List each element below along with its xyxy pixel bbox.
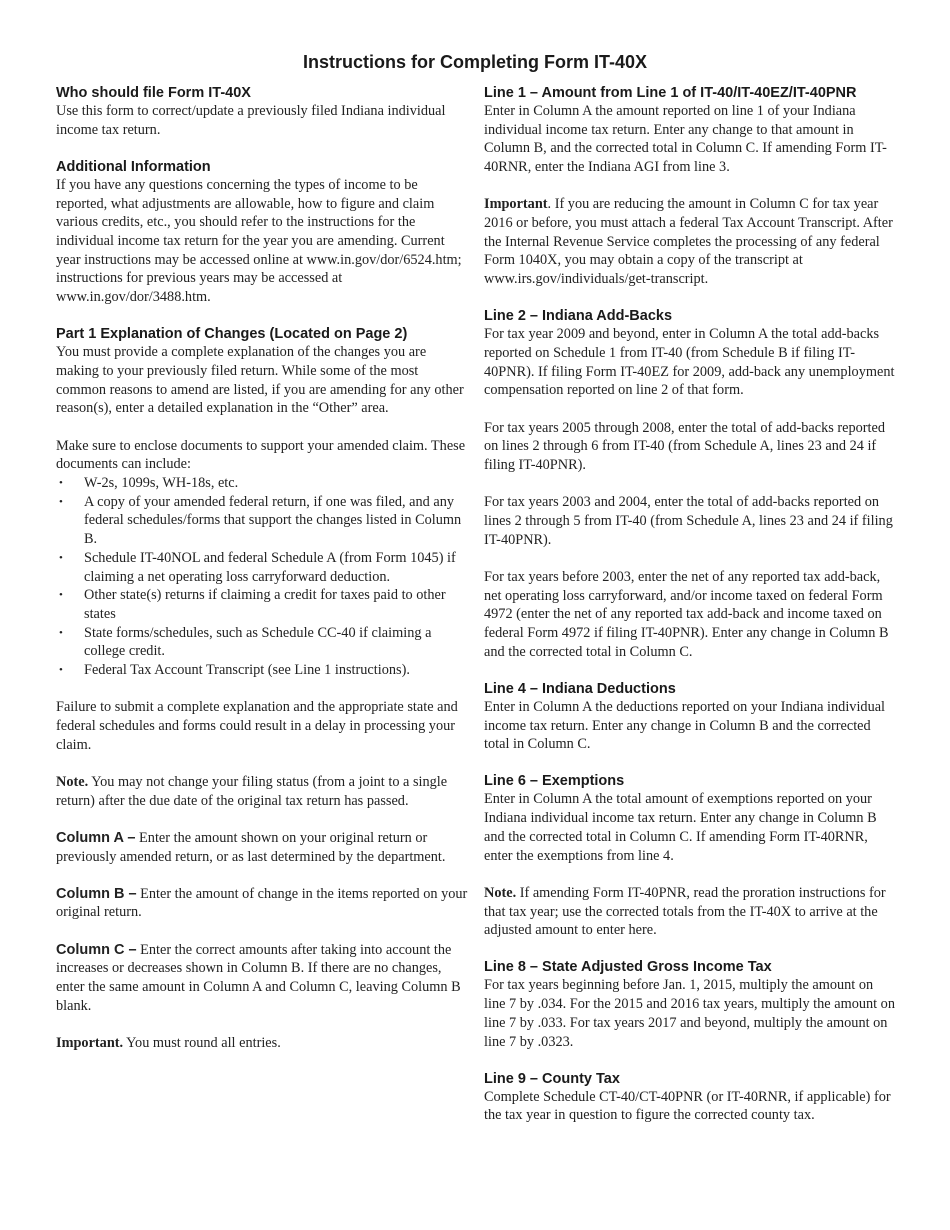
important-text: You must round all entries. (123, 1034, 281, 1051)
line8-heading: Line 8 – State Adjusted Gross Income Tax (484, 959, 772, 976)
right-column (484, 84, 896, 1125)
line6-note-lead: Note. (484, 884, 517, 901)
part1-text-1: You must provide a complete explanation of the changes you are making to your previously filed return. While some of the most common reasons to amend are listed, if you are amending for any other reason(s), enter a detailed explanation in the “Other” area. (56, 344, 464, 417)
list-item: • W-2s, 1099s, WH-18s, etc. (56, 474, 468, 493)
line4-heading: Line 4 – Indiana Deductions (484, 680, 676, 697)
line6-note-text: If amending Form IT-40PNR, read the proration instructions for that tax year; use the corrected totals from the IT-40X to arrive at the adjusted amount to enter here. (484, 884, 886, 939)
page-title: Instructions for Completing Form IT-40X (302, 52, 648, 72)
column-b-text: Enter the amount of change in the items reported on your original return. (56, 885, 468, 921)
line1-heading: Line 1 – Amount from Line 1 of IT-40/IT-40EZ/IT-40PNR (484, 85, 857, 101)
line2-para-2: For tax years 2005 through 2008, enter the total of add-backs reported on lines 2 through 6 from IT-40 (from Schedule A, lines 23 and 24 if filing IT-40PNR). (484, 419, 885, 474)
part1-text-2: Make sure to enclose documents to support your amended claim. These documents can include: (56, 437, 466, 473)
column-a-text: Enter the amount shown on your original return or previously amended return, or as last determined by the department. (56, 829, 446, 865)
list-item: • Schedule IT-40NOL and federal Schedule A (from Form 1045) if claiming a net operating loss carryforward deduction. (56, 549, 468, 586)
list-item: • Other state(s) returns if claiming a credit for taxes paid to other states (56, 586, 468, 623)
who-should-file-text: Use this form to correct/update a previously filed Indiana individual income tax return. (56, 103, 446, 138)
note-text: You may not change your filing status (from a joint to a single return) after the due date of the original tax return has passed. (56, 773, 448, 809)
line9-text: Complete Schedule CT-40/CT-40PNR (or IT-40RNR, if applicable) for the tax year in question to figure the corrected county tax. (484, 1088, 891, 1124)
important-lead: Important. (56, 1034, 124, 1051)
line2-heading: Line 2 – Indiana Add-Backs (484, 308, 673, 325)
line1-important-lead: Important (484, 196, 548, 213)
part1-heading: Part 1 Explanation of Changes (Located on Page 2) (56, 326, 408, 343)
line2-para-4: For tax years before 2003, enter the net of any reported tax add-back, net operating loss carryforward, and/or income taxed on federal Form 4972 (enter the net of any reported tax add-back and income taxed on federal Form 4972 if filing IT-40PNR). Enter any change in Column B and the corrected total in Column C. (484, 568, 889, 660)
list-item: • State forms/schedules, such as Schedule CC-40 if claiming a college credit. (56, 624, 468, 661)
column-c-text: Enter the correct amounts after taking into account the increases or decreases shown in Column B. If there are no changes, enter the same amount in Column A and Column C, leaving Column B blank. (56, 941, 461, 1014)
column-a-lead: Column A – (56, 829, 136, 846)
line6-heading: Line 6 – Exemptions (484, 773, 625, 790)
line1-text: Enter in Column A the amount reported on line 1 of your Indiana individual income tax return. Enter any change to that amount in Column B, and the corrected total in Column C. If amending Form IT-40RNR, enter the Indiana AGI from line 3. (484, 103, 887, 176)
column-b-instructions (56, 885, 468, 922)
column-a-instructions (56, 829, 468, 866)
left-column (56, 84, 468, 1053)
line1-important (484, 195, 896, 289)
line6-text: Enter in Column A the total amount of exemptions reported on your Indiana individual income tax return. Enter any change in Column B and the corrected total in Column C. If amending Form IT-40RNR, enter the exemptions from line 4. (484, 791, 877, 864)
line2-para-3: For tax years 2003 and 2004, enter the total of add-backs reported on lines 2 through 5 from IT-40 (from Schedule A, lines 23 and 24 if filing IT-40PNR). (484, 494, 893, 548)
list-item: • A copy of your amended federal return, if one was filed, and any federal schedules/forms that support the changes listed in Column B. (56, 493, 468, 549)
additional-info-text: If you have any questions concerning the types of income to be reported, what adjustments are allowable, how to figure and claim various credits, etc., you should refer to the instructions for the individual income tax return for the year you are amending. Current year instructions may be accessed online at www.in.gov/dor/6524.htm; instructions for previous years may be accessed at www.in.gov/dor/3488.htm. (56, 176, 462, 306)
line1-important-text: . If you are reducing the amount in Column C for tax year 2016 or before, you must attach a federal Tax Account Transcript. After the Internal Revenue Service completes the processing of any federal Form 1040X, you may obtain a copy of the transcript at www.irs.gov/individuals/get-transcript. (484, 196, 893, 288)
additional-info-heading: Additional Information (56, 158, 211, 175)
line8-text: For tax years beginning before Jan. 1, 2015, multiply the amount on line 7 by .034. For the 2015 and 2016 tax years, multiply the amount on line 7 by .033. For tax years 2017 and beyond, multiply the amount on line 7 by .0323. (484, 977, 895, 1050)
documents-list (56, 474, 468, 680)
who-should-file-heading: Who should file Form IT-40X (56, 85, 251, 101)
column-c-lead: Column C – (56, 941, 137, 958)
list-item: • Federal Tax Account Transcript (see Line 1 instructions). (56, 661, 468, 680)
column-c-instructions (56, 941, 468, 1016)
line2-para-1: For tax year 2009 and beyond, enter in Column A the total add-backs reported on Schedule 1 from IT-40 (from Schedule B if filing IT-40PNR). If filing Form IT-40EZ for 2009, add-back any unemployment compensation reported on line 2 of that form. (484, 326, 895, 399)
rounding-note (56, 1034, 468, 1053)
line4-text: Enter in Column A the deductions reported on your Indiana individual income tax return. Enter any change in Column B and the corrected total in Column C. (484, 698, 886, 753)
line9-heading: Line 9 – County Tax (484, 1070, 620, 1087)
column-b-lead: Column B – (56, 885, 137, 902)
filing-status-note (56, 773, 468, 810)
line6-note (484, 884, 896, 940)
note-lead: Note. (56, 773, 89, 790)
part1-text-3: Failure to submit a complete explanation and the appropriate state and federal schedules and forms could result in a delay in processing your claim. (56, 699, 458, 753)
